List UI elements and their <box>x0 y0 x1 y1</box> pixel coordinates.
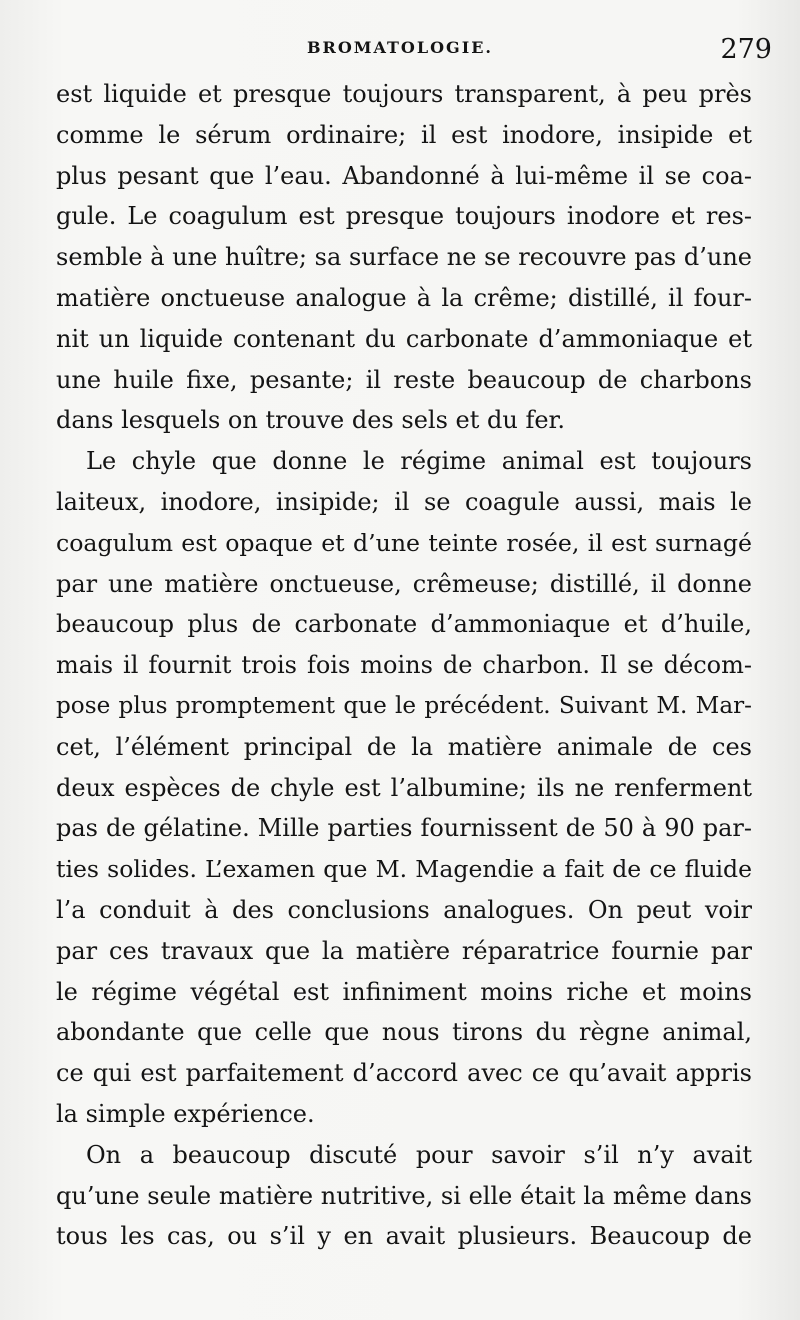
text-line: mais il fournit trois fois moins de charbon. Il se décom- <box>56 651 752 680</box>
text-line: deux espèces de chyle est l’albumine; ils ne renferment <box>56 773 752 802</box>
page-number: 279 <box>720 34 772 65</box>
text-line: laiteux, inodore, insipide; il se coagule aussi, mais le <box>56 487 752 516</box>
text-line: plus pesant que l’eau. Abandonné à lui-même il se coa- <box>56 161 752 190</box>
text-line: qu’une seule matière nutritive, si elle était la même dans <box>56 1181 752 1210</box>
text-line: par une matière onctueuse, crêmeuse; distillé, il donne <box>56 569 752 598</box>
body-text <box>56 74 752 1257</box>
text-line: semble à une huître; sa surface ne se recouvre pas d’une <box>56 243 752 272</box>
text-line: pose plus promptement que le précédent. Suivant M. Mar- <box>56 692 752 719</box>
text-line: ce qui est parfaitement d’accord avec ce qu’avait appris <box>56 1059 752 1088</box>
paragraph-start-line: Le chyle que donne le régime animal est toujours <box>86 447 752 476</box>
text-line: le régime végétal est infiniment moins riche et moins <box>56 977 752 1006</box>
text-line: beaucoup plus de carbonate d’ammoniaque et d’huile, <box>56 610 752 639</box>
text-line: tous les cas, ou s’il y en avait plusieurs. Beaucoup de <box>56 1222 752 1251</box>
text-line: par ces travaux que la matière réparatrice fournie par <box>56 936 752 965</box>
text-line: une huile fixe, pesante; il reste beaucoup de charbons <box>56 365 752 394</box>
text-line: comme le sérum ordinaire; il est inodore, insipide et <box>56 120 752 149</box>
text-line: cet, l’élément principal de la matière animale de ces <box>56 732 752 761</box>
text-line: pas de gélatine. Mille parties fournissent de 50 à 90 par- <box>56 814 752 843</box>
text-line: abondante que celle que nous tirons du règne animal, <box>56 1018 752 1047</box>
page-header <box>0 34 800 74</box>
text-line: ties solides. L’examen que M. Magendie a fait de ce fluide <box>56 855 752 884</box>
running-title: BROMATOLOGIE. <box>307 38 493 57</box>
paragraph-start-line: On a beaucoup discuté pour savoir s’il n’y avait <box>86 1140 752 1169</box>
text-line: nit un liquide contenant du carbonate d’ammoniaque et <box>56 324 752 353</box>
text-line: gule. Le coagulum est presque toujours inodore et res- <box>56 202 752 231</box>
text-line: l’a conduit à des conclusions analogues. On peut voir <box>56 895 752 924</box>
text-line: la simple expérience. <box>56 1099 315 1128</box>
text-line: coagulum est opaque et d’une teinte rosée, il est surnagé <box>56 528 752 557</box>
text-line: dans lesquels on trouve des sels et du fer. <box>56 406 565 435</box>
text-line: est liquide et presque toujours transparent, à peu près <box>56 80 752 108</box>
text-line: matière onctueuse analogue à la crême; distillé, il four- <box>56 283 752 312</box>
